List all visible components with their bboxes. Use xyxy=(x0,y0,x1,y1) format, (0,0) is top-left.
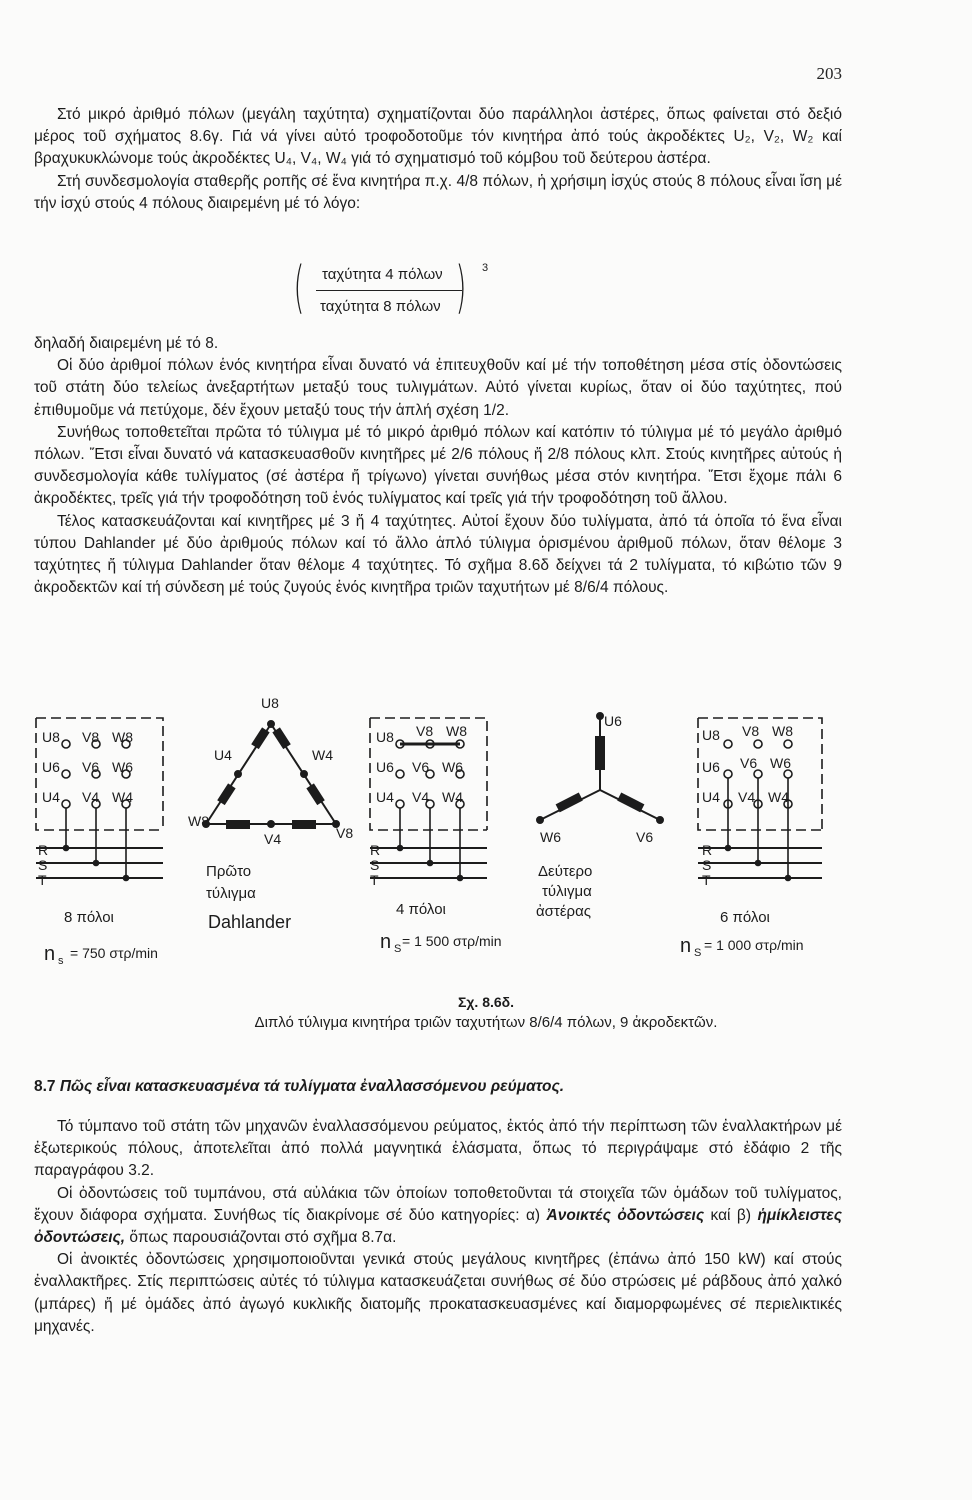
paragraph-text: καί β) xyxy=(710,1206,752,1224)
bus-t: T xyxy=(370,872,379,888)
terminal-w6: W6 xyxy=(442,759,463,775)
terminal-v8: V8 xyxy=(416,723,434,739)
label-u4: U4 xyxy=(214,747,232,763)
bus-s: S xyxy=(38,857,48,873)
formula-exponent: 3 xyxy=(482,262,489,274)
fraction-bar xyxy=(316,290,462,291)
terminal-v6: V6 xyxy=(740,755,758,771)
paragraph: Συνήθως τοποθετεῖται πρῶτα τό τύλιγμα μέ τό μικρό ἀριθμό πόλων καί κατόπιν τό τύλιγμα μέ τό μεγάλο ἀριθμό πόλων. Ἔτσι εἶναι δυνατό νά κατασκευασθοῦν κινητῆρες μέ 2/6 πόλους ἤ 2/8 πόλους κλπ. Στούς κινητῆρες αὐτούς ἡ συνδεσμολογία κάθε τυλίγματος (σέ ἀστέρα ἤ τρίγωνο) γίνεται συνήθως μέσα στόν κινητήρα. Ἔτσι ἔχομε πάλι 6 ἀκροδέκτες, τρεῖς γιά τήν τροφοδότηση τοῦ ἑνός τυλίγματος καί τρεῖς γιά τήν τροφοδότηση τοῦ ἄλλου. xyxy=(34,423,842,508)
poles-label: 4 πόλοι xyxy=(396,901,446,918)
winding-label-line1: Δεύτερο xyxy=(538,863,593,880)
terminal-v4: V4 xyxy=(412,789,430,805)
terminal-u8: U8 xyxy=(376,729,394,745)
terminal-v4: V4 xyxy=(82,789,100,805)
page-number: 203 xyxy=(816,64,842,83)
winding-label-line3: ἀστέρας xyxy=(536,903,591,920)
body-text xyxy=(34,333,842,599)
paragraph: Οἱ δύο ἀριθμοί πόλων ἑνός κινητήρα εἶναι δυνατό νά ἐπιτευχθοῦν καί μέ τήν τοποθέτηση μέσα στίς ὀδοντώσεις τοῦ στάτη δύο τελείως ἀνεξαρτήτων μεταξύ τους τυλιγμάτων. Αὐτό γίνεται κυρίως, ὅταν οἱ δύο ταχύτητες, πού ἐπιθυμοῦμε νά πετύχομε, δέν ἔχουν μεταξύ τους τήν ἁπλή σχέση 1/2. xyxy=(34,357,842,419)
terminal-w6: W6 xyxy=(112,759,133,775)
figure-label: Σχ. 8.6δ. xyxy=(457,994,515,1010)
speed-ratio-formula xyxy=(290,255,530,324)
poles-label: 8 πόλοι xyxy=(64,909,114,926)
terminal-u6: U6 xyxy=(376,759,394,775)
terminal-w4: W4 xyxy=(442,789,463,805)
paragraph xyxy=(34,1183,842,1250)
terminal-v4: V4 xyxy=(738,789,756,805)
label-u6: U6 xyxy=(604,713,622,729)
bus-r: R xyxy=(38,842,49,858)
figure-description: Διπλό τύλιγμα κινητήρα τριῶν ταχυτήτων 8/6/4 πόλων, 9 ἀκροδεκτῶν. xyxy=(254,1014,718,1031)
paragraph: Στή συνδεσμολογία σταθερῆς ροπῆς σέ ἕνα κινητήρα π.χ. 4/8 πόλων, ἡ χρήσιμη ἰσχύς στούς 8 πόλους εἶναι ἴση μέ τήν ἰσχύ στούς 4 πόλους διαιρεμένη μέ τό λόγο: xyxy=(34,172,842,212)
bus-r: R xyxy=(702,842,713,858)
label-u8: U8 xyxy=(261,695,279,711)
paragraph: Τέλος κατασκευάζονται καί κινητῆρες μέ 3 ἤ 4 ταχύτητες. Αὐτοί ἔχουν δύο τυλίγματα, ἀπό τά ὁποῖα τό ἕνα εἶναι τύπου Dahlander μέ δύο ἀριθμούς πόλων καί τό ἄλλο ἁπλό τύλιγμα ὁρισμένου ἀριθμοῦ πόλων, ὅταν θέλομε 3 ταχύτητες ἤ τύλιγμα Dahlander ὅταν θέλομε 4 ταχύτητες. Τό σχῆμα 8.6δ δείχνει τά 2 τυλίγματα, τό κιβώτιο τῶν 9 ἀκροδεκτῶν καί τή σύνδεση μέ τούς ζυγούς ἑνός κινητῆρα τριῶν ταχυτήτων μέ 8/6/4 πόλους. xyxy=(34,512,842,597)
speed-symbol: n xyxy=(380,931,392,953)
speed-value: = 1 500 στρ/min xyxy=(402,933,502,949)
paragraph: Οἱ ἀνοικτές ὀδοντώσεις χρησιμοποιοῦνται γενικά στούς μεγάλους κινητῆρες (ἐπάνω ἀπό 150 kW) καί στούς ἐναλλακτῆρες. Στίς περιπτώσεις αὐτές τό τύλιγμα κατασκευάζεται συνήθως σέ δύο στρώσεις μέ ράβδους ἀπό χαλκό (μπάρες) ἤ μέ ὁμάδες ἀπό ἀγωγό κυκλικῆς διατομῆς προκατασκευασμένες καί διαμορφωμένες σέ περιελικτικές μηχανές. xyxy=(34,1251,842,1335)
section-body xyxy=(34,1116,842,1338)
bus-r: R xyxy=(370,842,381,858)
winding-label-line2: τύλιγμα xyxy=(542,883,592,900)
paragraph: Στό μικρό ἀριθμό πόλων (μεγάλη ταχύτητα) σχηματίζονται δύο παράλληλοι ἀστέρες, ὅπως φαίνεται στό δεξιό μέρος τοῦ σχήματος 8.6γ. Γιά νά γίνει αὐτό τροφοδοτοῦμε τόν κινητήρα ἀπό τούς ἀκροδέκτες U₂, V₂, W₂ καί βραχυκυκλώνομε τούς ἀκροδέκτες U₄, V₄, W₄ γιά τό σχηματισμό τοῦ κόμβου τοῦ δεύτερου ἀστέρα. xyxy=(34,106,842,168)
terminal-u4: U4 xyxy=(42,789,60,805)
terminal-w4: W4 xyxy=(112,789,133,805)
label-w8: W8 xyxy=(188,813,209,829)
terminal-u6: U6 xyxy=(702,759,720,775)
terminal-w6: W6 xyxy=(770,755,791,771)
left-paren: ( xyxy=(293,255,305,320)
bus-t: T xyxy=(702,872,711,888)
terminal-u8: U8 xyxy=(702,727,720,743)
terminal-v8: V8 xyxy=(742,723,760,739)
speed-value: = 750 στρ/min xyxy=(70,945,158,961)
intro-text xyxy=(34,104,842,215)
paragraph-text: Οἱ ὀδοντώσεις τοῦ τυμπάνου, στά αὐλάκια τῶν ὁποίων τοποθετοῦνται τά στοιχεῖα τῶν ὁμάδων τοῦ τυλίγματος, ἔχουν διάφορα σχήματα. Συνήθως τίς διακρίνομε σέ δύο κατηγορίες: α) xyxy=(34,1184,842,1224)
section-title: Πῶς εἶναι κατασκευασμένα τά τυλίγματα ἐναλλασσόμενου ρεύματος. xyxy=(59,1078,565,1095)
terminal-u8: U8 xyxy=(42,729,60,745)
speed-subscript: S xyxy=(694,947,702,959)
speed-value: = 1 000 στρ/min xyxy=(704,937,804,953)
winding-label-line1: Πρῶτο xyxy=(206,863,252,880)
label-w6: W6 xyxy=(540,829,561,845)
bus-s: S xyxy=(370,857,380,873)
terminal-v8: V8 xyxy=(82,729,100,745)
label-w4: W4 xyxy=(312,747,333,763)
figure-caption xyxy=(0,994,972,1031)
paragraph: δηλαδή διαιρεμένη μέ τό 8. xyxy=(34,335,219,352)
speed-subscript: S xyxy=(394,943,402,955)
terminal-w8: W8 xyxy=(112,729,133,745)
speed-symbol: n xyxy=(680,935,692,957)
winding-label-line3: Dahlander xyxy=(208,912,292,932)
emphasis-open-slots: Ἀνοικτές ὀδοντώσεις xyxy=(546,1206,705,1224)
winding-diagram-figure xyxy=(0,680,972,980)
section-heading xyxy=(34,1078,564,1096)
paragraph: Τό τύμπανο τοῦ στάτη τῶν μηχανῶν ἐναλλασσόμενου ρεύματος, ἐκτός ἀπό τήν περίπτωση τῶν ἐναλλακτήρων μέ ἐξωτερικούς πόλους, ἀποτελεῖται ἀπό πολλά μαγνητικά ἐλάσματα, ὅπως τό περιγράψαμε στό ἐδάφιο 2 τῆς παραγράφου 3.2. xyxy=(34,1118,842,1180)
section-number: 8.7 xyxy=(34,1078,56,1095)
terminal-v6: V6 xyxy=(412,759,430,775)
winding-label-line2: τύλιγμα xyxy=(206,885,256,902)
label-v8: V8 xyxy=(336,825,354,841)
speed-subscript: s xyxy=(58,955,64,967)
terminal-v6: V6 xyxy=(82,759,100,775)
terminal-w8: W8 xyxy=(446,723,467,739)
terminal-u6: U6 xyxy=(42,759,60,775)
bus-t: T xyxy=(38,872,47,888)
poles-label: 6 πόλοι xyxy=(720,909,770,926)
right-paren: ) xyxy=(455,255,467,320)
speed-symbol: n xyxy=(44,943,56,965)
dahlander-triangle xyxy=(203,721,339,827)
label-v4: V4 xyxy=(264,831,282,847)
terminal-w4: W4 xyxy=(768,789,789,805)
bus-s: S xyxy=(702,857,712,873)
formula-denominator: ταχύτητα 8 πόλων xyxy=(320,298,441,315)
terminal-u4: U4 xyxy=(376,789,394,805)
terminal-u4: U4 xyxy=(702,789,720,805)
label-v6: V6 xyxy=(636,829,654,845)
formula-numerator: ταχύτητα 4 πόλων xyxy=(322,266,443,283)
emphasis-semi-closed-slots: ἡμίκλειστες ὀδοντώσεις, xyxy=(34,1206,842,1247)
paragraph-text: ὅπως παρουσιάζονται στό σχῆμα 8.7α. xyxy=(129,1229,397,1247)
terminal-w8: W8 xyxy=(772,723,793,739)
